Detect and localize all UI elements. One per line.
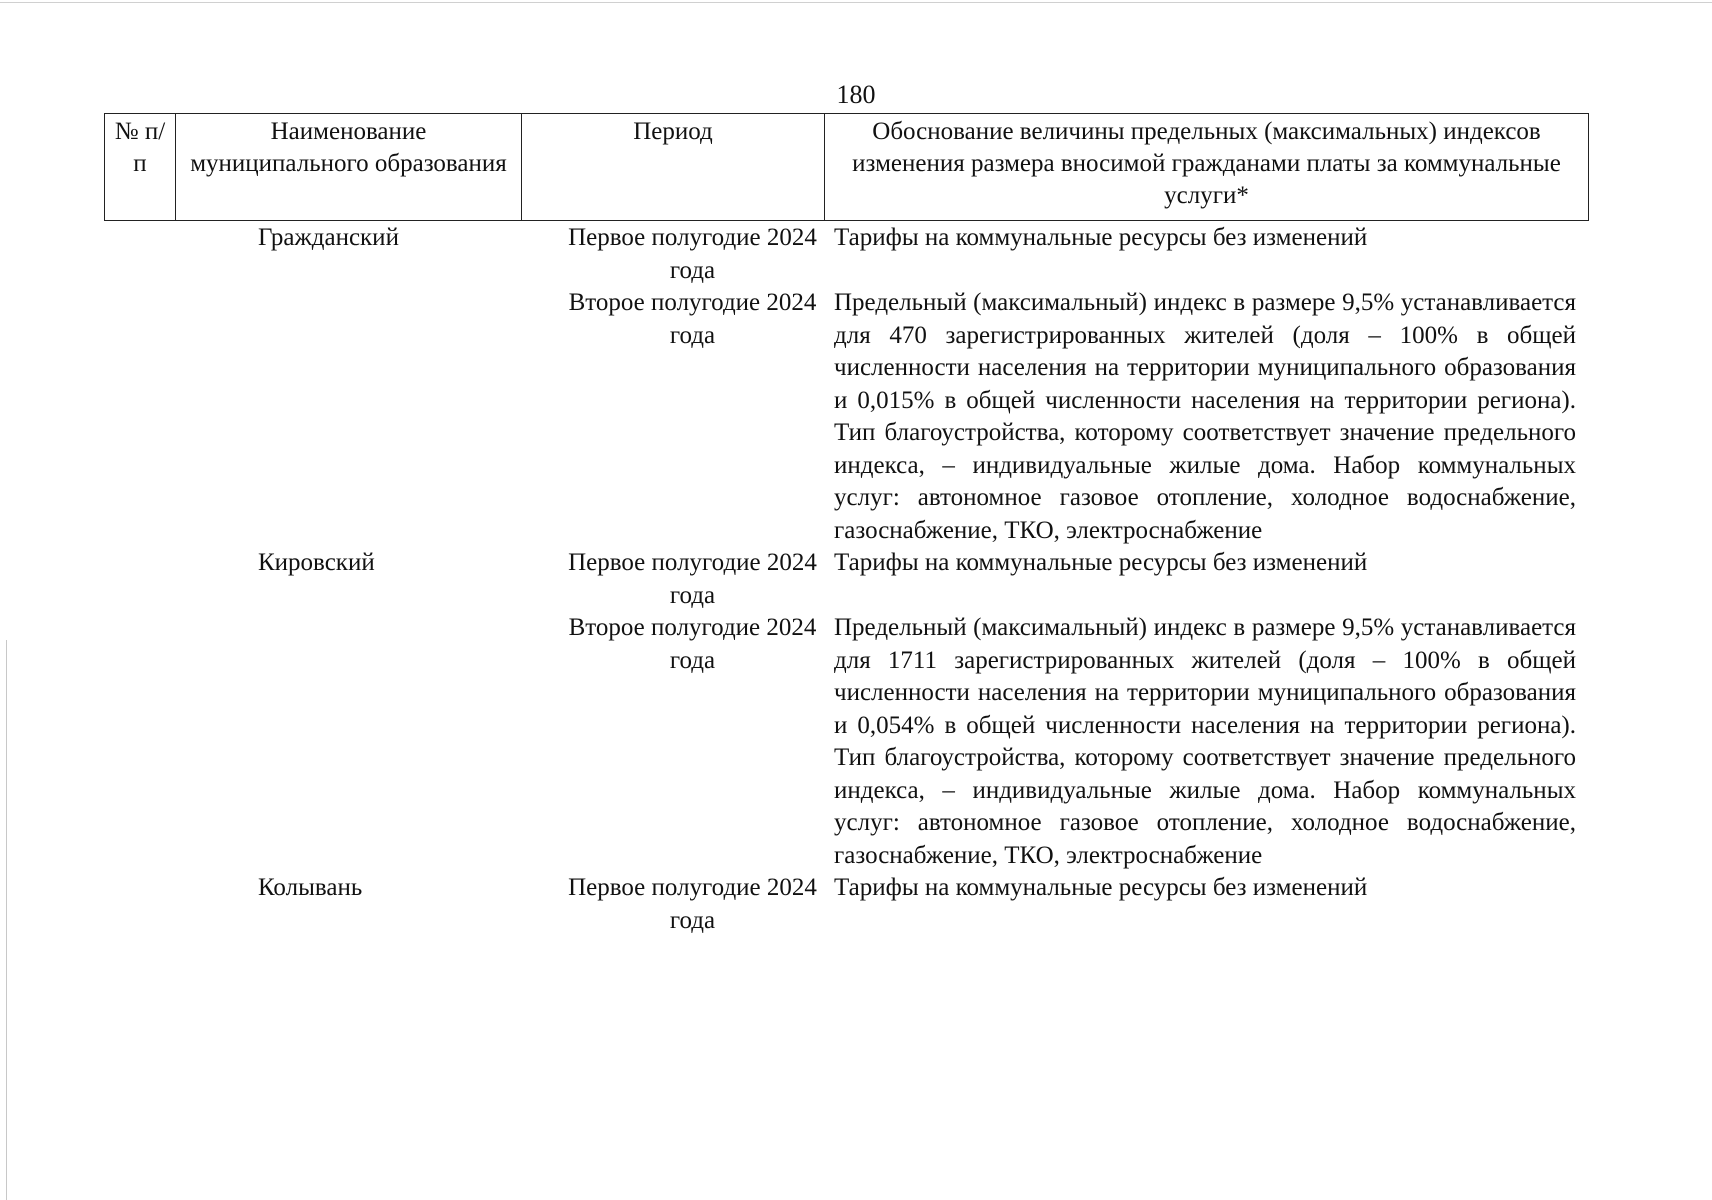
basis-cell: Тарифы на коммунальные ресурсы без изменений — [834, 224, 1368, 251]
header-col-number: № п/п — [105, 114, 176, 221]
table-row — [104, 547, 1588, 612]
page-number: 180 — [836, 80, 876, 109]
municipality-name — [175, 612, 521, 872]
basis-cell: Предельный (максимальный) индекс в размере 9,5% устанавливается для 1711 зарегистрированных жителей (доля – 100% в общей численности населения на территории муниципального образования и 0,054% в общей численности населения на территории региона). Тип благоустройства, которому соответствует значение предельного индекса, – индивидуальные жилые дома. Набор коммунальных услуг: автономное газовое отопление, холодное водоснабжение, газоснабжение, ТКО, электроснабжение — [834, 614, 1576, 869]
basis-cell: Предельный (максимальный) индекс в размере 9,5% устанавливается для 470 зарегистрированных жителей (доля – 100% в общей численности населения на территории муниципального образования и 0,015% в общей численности населения на территории региона). Тип благоустройства, которому соответствует значение предельного индекса, – индивидуальные жилые дома. Набор коммунальных услуг: автономное газовое отопление, холодное водоснабжение, газоснабжение, ТКО, электроснабжение — [834, 289, 1576, 544]
header-col-municipality: Наименование муниципального образования — [176, 114, 522, 221]
municipality-name: Кировский — [258, 549, 375, 576]
table-row — [104, 612, 1588, 872]
period-cell: Первое полугодие 2024 года — [568, 224, 817, 284]
basis-cell: Тарифы на коммунальные ресурсы без изменений — [834, 874, 1368, 901]
scan-edge-top — [0, 2, 1712, 3]
municipality-name: Колывань — [258, 874, 363, 901]
municipality-name — [175, 287, 521, 547]
table-row — [104, 872, 1588, 937]
header-col-period: Период — [522, 114, 825, 221]
basis-cell: Тарифы на коммунальные ресурсы без изменений — [834, 549, 1368, 576]
header-col-basis: Обоснование величины предельных (максимальных) индексов изменения размера вносимой гражданами платы за коммунальные услуги* — [825, 114, 1589, 221]
period-cell: Второе полугодие 2024 года — [568, 614, 817, 674]
table-body — [104, 222, 1588, 937]
table-header — [104, 113, 1589, 221]
table-row — [104, 287, 1588, 547]
period-cell: Первое полугодие 2024 года — [568, 549, 817, 609]
municipality-name: Гражданский — [258, 224, 399, 251]
period-cell: Второе полугодие 2024 года — [568, 289, 817, 349]
table-row — [104, 222, 1588, 287]
period-cell: Первое полугодие 2024 года — [568, 874, 817, 934]
scan-edge-left — [6, 640, 7, 1200]
